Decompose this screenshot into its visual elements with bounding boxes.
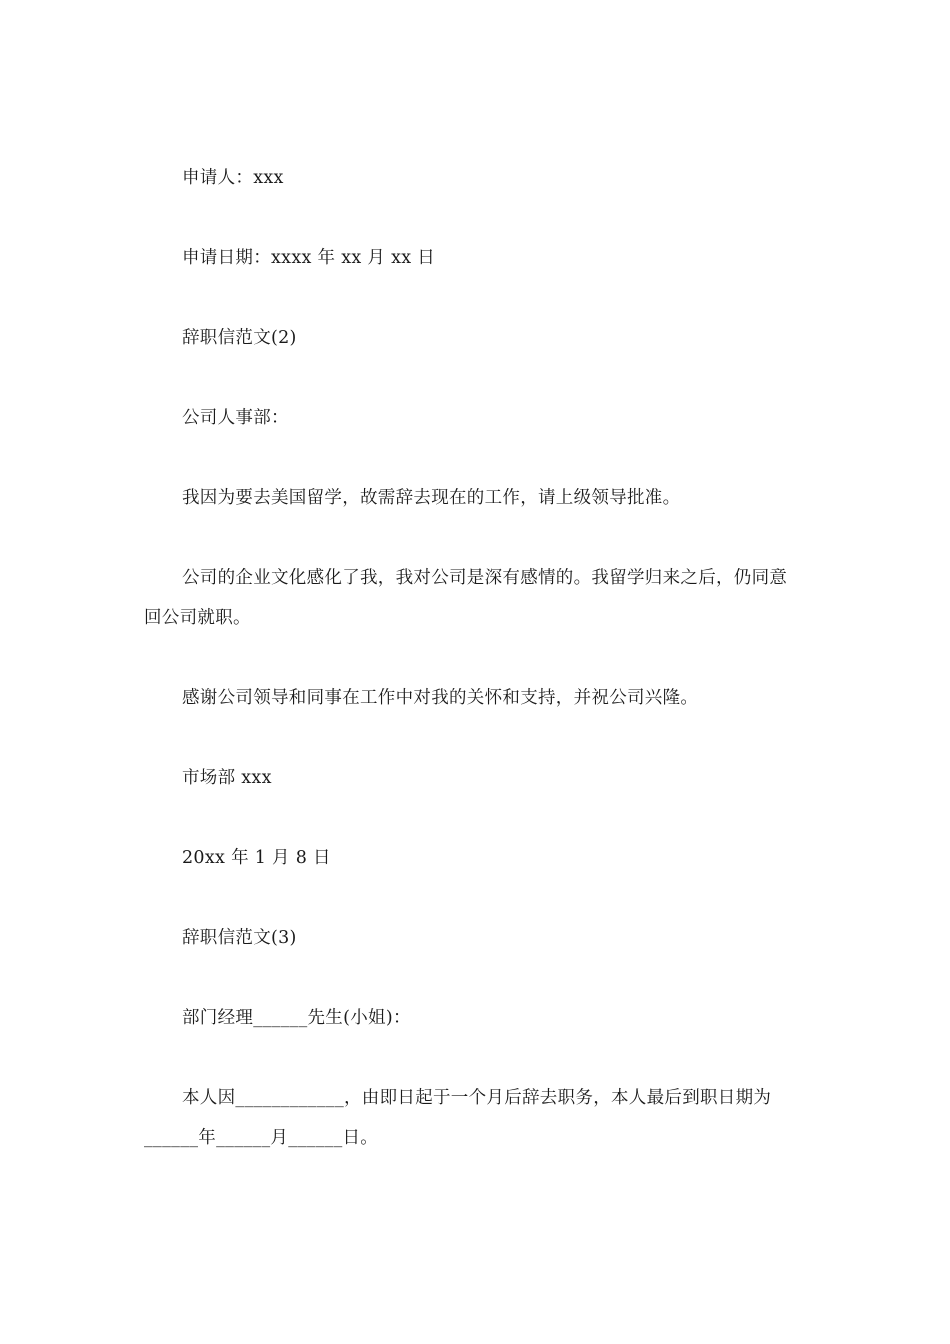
body-paragraph-resignation: 本人因____________，由即日起于一个月后辞去职务，本人最后到职日期为______年______月______日。 (144, 1088, 772, 1148)
body-paragraph-reason: 我因为要去美国留学，故需辞去现在的工作，请上级领导批准。 (182, 488, 681, 508)
salutation-manager: 部门经理______先生(小姐)： (182, 1008, 411, 1028)
salutation-hr: 公司人事部： (182, 408, 289, 428)
section-heading-2: 辞职信范文(2) (182, 328, 297, 348)
signature-department: 市场部 xxx (182, 768, 272, 788)
section-heading-3: 辞职信范文(3) (182, 928, 297, 948)
application-date-line: 申请日期：xxxx 年 xx 月 xx 日 (182, 248, 436, 268)
signature-date: 20xx 年 1 月 8 日 (182, 848, 331, 868)
body-paragraph-culture: 公司的企业文化感化了我，我对公司是深有感情的。我留学归来之后，仍同意回公司就职。 (144, 568, 788, 628)
applicant-line: 申请人：xxx (182, 168, 284, 188)
body-paragraph-thanks: 感谢公司领导和同事在工作中对我的关怀和支持，并祝公司兴隆。 (182, 688, 699, 708)
